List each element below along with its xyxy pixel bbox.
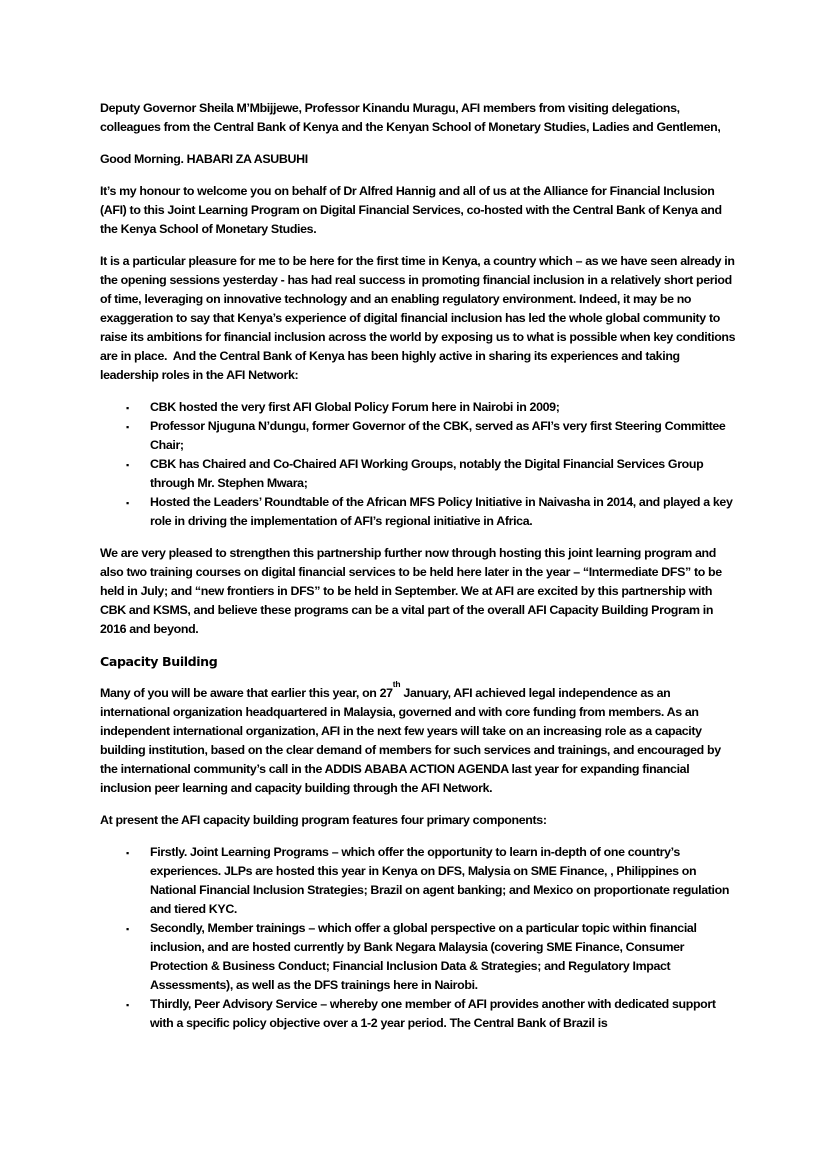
paragraph-welcome: It’s my honour to welcome you on behalf of Dr Alfred Hannig and all of us at the Alliance for Financial Inclusion (AFI) to this Joint Learning Program on Digital Financial Services, co-hosted with the Central Bank of Kenya and the Kenya School of Monetary Studies. — [100, 184, 725, 236]
bullet-square-icon: ▪ — [126, 498, 129, 508]
paragraph-greeting: Good Morning. HABARI ZA ASUBUHI — [100, 152, 308, 166]
list-item-text: CBK has Chaired and Co-Chaired AFI Working Groups, notably the Digital Financial Services Group through Mr. Stephen Mwara; — [150, 457, 707, 490]
list-item-text: Secondly, Member trainings – which offer a global perspective on a particular topic within financial inclusion, and are hosted currently by Bank Negara Malaysia (covering SME Finance, Consumer Protection & Business Conduct; Financial Inclusion Data & Strategies; and Regulatory Impact Assessments), as well as the DFS trainings here in Nairobi. — [150, 921, 700, 992]
paragraph-independence — [100, 679, 737, 798]
list-item — [100, 995, 737, 1033]
paragraph-salutation: Deputy Governor Sheila M’Mbijjewe, Professor Kinandu Muragu, AFI members from visiting delegations, colleagues from the Central Bank of Kenya and the Kenyan School of Monetary Studies, Ladies and Gentlemen, — [100, 101, 721, 134]
bullet-square-icon: ▪ — [126, 403, 129, 413]
bullet-square-icon: ▪ — [126, 848, 129, 858]
independence-text-pre: Many of you will be aware that earlier this year, on 27 — [100, 686, 393, 700]
cbk-achievements-list — [100, 398, 737, 531]
bullet-square-icon: ▪ — [126, 924, 129, 934]
capacity-components-list — [100, 843, 737, 1033]
bullet-square-icon: ▪ — [126, 1000, 129, 1010]
list-item — [100, 417, 737, 455]
paragraph-partnership: We are very pleased to strengthen this partnership further now through hosting this joint learning program and also two training courses on digital financial services to be held here later in the year – “Intermediate DFS” to be held in July; and “new frontiers in DFS” to be held in September. We at AFI are excited by this partnership with CBK and KSMS, and believe these programs can be a vital part of the overall AFI Capacity Building Program in 2016 and beyond. — [100, 546, 725, 636]
bullet-square-icon: ▪ — [126, 460, 129, 470]
list-item — [100, 493, 737, 531]
list-item — [100, 455, 737, 493]
list-item-text: Hosted the Leaders’ Roundtable of the African MFS Policy Initiative in Naivasha in 2014, and played a key role in driving the implementation of AFI’s regional initiative in Africa. — [150, 495, 736, 528]
paragraph-components-intro: At present the AFI capacity building program features four primary components: — [100, 813, 547, 827]
list-item-text: Firstly. Joint Learning Programs – which offer the opportunity to learn in-depth of one country’s experiences. JLPs are hosted this year in Kenya on DFS, Malysia on SME Finance, , Philippines on National Financial Inclusion Strategies; Brazil on agent banking; and Mexico on proportionate regulation and tiered KYC. — [150, 845, 733, 916]
list-item — [100, 398, 737, 417]
list-item-text: Thirdly, Peer Advisory Service – whereby one member of AFI provides another with dedicated support with a specific policy objective over a 1-2 year period. The Central Bank of Brazil is — [150, 997, 719, 1030]
list-item — [100, 919, 737, 995]
list-item-text: CBK hosted the very first AFI Global Policy Forum here in Nairobi in 2009; — [150, 400, 560, 414]
independence-text-post: January, AFI achieved legal independence as an international organization headquartered in Malaysia, governed and with core funding from members. As an independent international organization, AFI in the next few years will take on an increasing role as a capacity building institution, based on the clear demand of members for such services and trainings, and encouraged by the international community’s call in the ADDIS ABABA ACTION AGENDA last year for expanding financial inclusion peer learning and capacity building through the AFI Network. — [100, 686, 724, 795]
ordinal-superscript: th — [392, 679, 401, 690]
list-item-text: Professor Njuguna N’dungu, former Governor of the CBK, served as AFI’s very first Steering Committee Chair; — [150, 419, 729, 452]
bullet-square-icon: ▪ — [126, 422, 129, 432]
paragraph-kenya-pleasure: It is a particular pleasure for me to be here for the first time in Kenya, a country which – as we have seen already in the opening sessions yesterday - has had real success in promoting financial inclusion in a relatively short period of time, leveraging on innovative technology and an enabling regulatory environment. Indeed, it may be no exaggeration to say that Kenya’s experience of digital financial inclusion has led the whole global community to raise its ambitions for financial inclusion across the world by exposing us to what is possible when key conditions are in place. And the Central Bank of Kenya has been highly active in sharing its experiences and taking leadership roles in the AFI Network: — [100, 254, 739, 382]
list-item — [100, 843, 737, 919]
section-heading-capacity-building: Capacity Building — [100, 654, 218, 669]
